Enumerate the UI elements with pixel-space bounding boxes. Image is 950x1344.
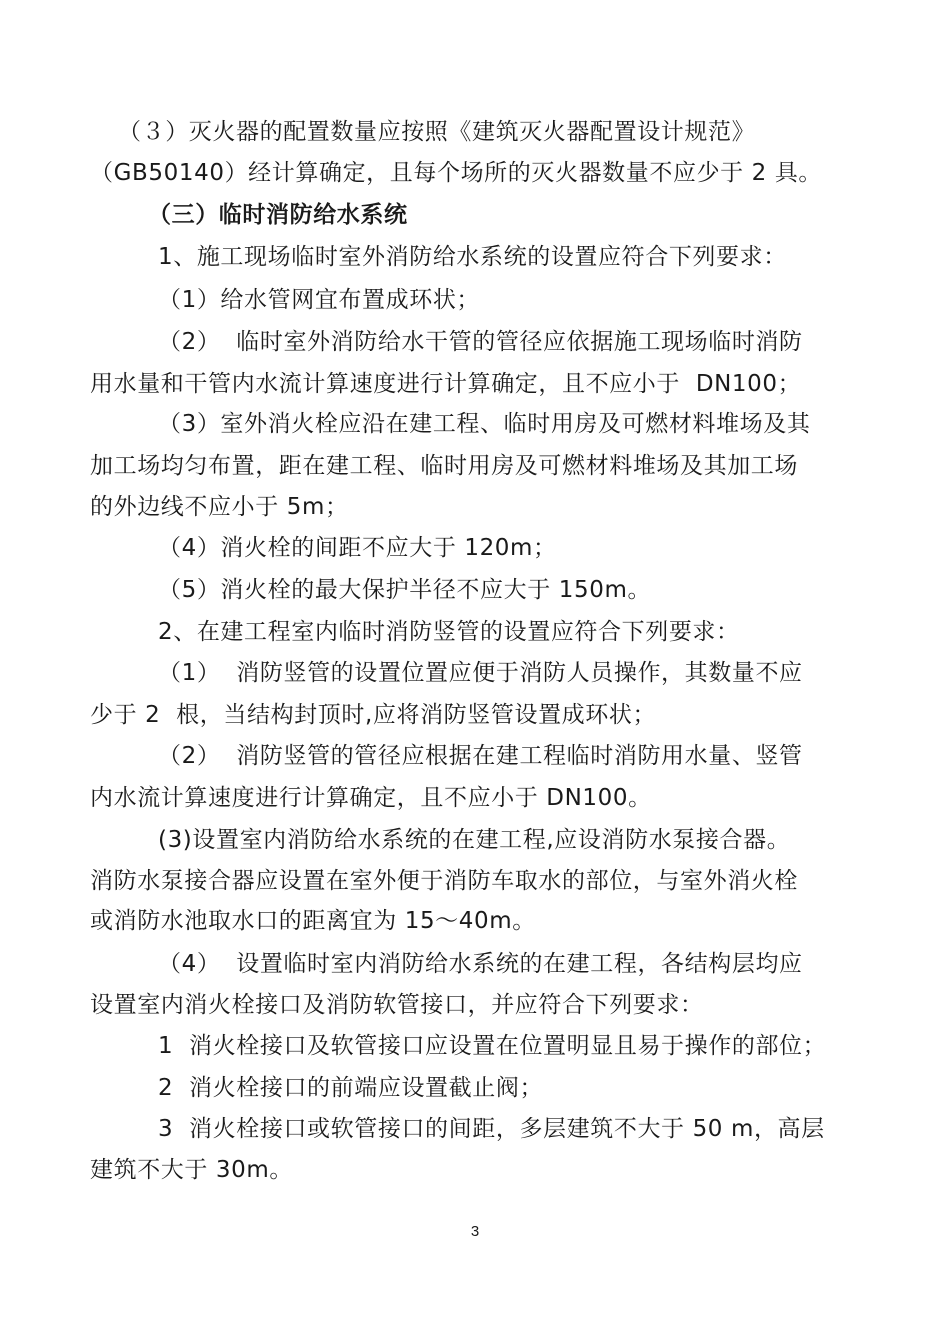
item-2-4-indoor-hydrant-line-2: 设置室内消火栓接口及消防软管接口，并应符合下列要求： xyxy=(90,992,704,1018)
paragraph-extinguisher-quantity-line-2: （GB50140）经计算确定，且每个场所的灭火器数量不应少于 2 具。 xyxy=(90,160,823,186)
page-number: 3 xyxy=(470,1223,480,1240)
item-2-1-standpipe-position-line-2: 少于 2 根，当结构封顶时,应将消防竖管设置成环状； xyxy=(90,702,657,728)
section-heading-temporary-fire-water-supply: （三）临时消防给水系统 xyxy=(148,202,408,228)
item-2-3-pump-connector-line-1: (3)设置室内消防给水系统的在建工程,应设消防水泵接合器。 xyxy=(158,827,791,853)
sub-item-3-interface-spacing-line-2: 建筑不大于 30m。 xyxy=(90,1157,293,1183)
item-2-2-standpipe-diameter-line-1: （2） 消防竖管的管径应根据在建工程临时消防用水量、竖管 xyxy=(158,743,803,769)
item-1-2-main-pipe-line-1: （2） 临时室外消防给水干管的管径应依据施工现场临时消防 xyxy=(158,329,803,355)
sub-item-2-stop-valve: 2 消火栓接口的前端应设置截止阀； xyxy=(158,1075,544,1101)
item-1-2-main-pipe-line-2: 用水量和干管内水流计算速度进行计算确定，且不应小于 DN100； xyxy=(90,371,802,397)
item-2-4-indoor-hydrant-line-1: （4） 设置临时室内消防给水系统的在建工程，各结构层均应 xyxy=(158,951,803,977)
item-2-indoor-standpipe-heading: 2、在建工程室内临时消防竖管的设置应符合下列要求： xyxy=(158,619,740,645)
item-1-3-hydrant-layout-line-2: 加工场均匀布置，距在建工程、临时用房及可燃材料堆场及其加工场 xyxy=(90,453,798,479)
item-1-1-ring-network: （1）给水管网宜布置成环状； xyxy=(158,287,481,313)
item-2-3-pump-connector-line-2: 消防水泵接合器应设置在室外便于消防车取水的部位，与室外消火栓 xyxy=(90,868,798,894)
item-1-outdoor-water-supply-heading: 1、施工现场临时室外消防给水系统的设置应符合下列要求： xyxy=(158,244,787,270)
item-1-4-hydrant-spacing: （4）消火栓的间距不应大于 120m； xyxy=(158,535,557,561)
item-1-3-hydrant-layout-line-3: 的外边线不应小于 5m； xyxy=(90,494,349,520)
item-1-5-protection-radius: （5）消火栓的最大保护半径不应大于 150m。 xyxy=(158,577,652,603)
sub-item-3-interface-spacing-line-1: 3 消火栓接口或软管接口的间距，多层建筑不大于 50 m，高层 xyxy=(158,1116,825,1142)
item-2-1-standpipe-position-line-1: （1） 消防竖管的设置位置应便于消防人员操作，其数量不应 xyxy=(158,660,803,686)
sub-item-1-interface-position: 1 消火栓接口及软管接口应设置在位置明显且易于操作的部位； xyxy=(158,1033,827,1059)
item-2-3-pump-connector-line-3: 或消防水池取水口的距离宜为 15～40m。 xyxy=(90,908,536,934)
item-2-2-standpipe-diameter-line-2: 内水流计算速度进行计算确定，且不应小于 DN100。 xyxy=(90,785,652,811)
paragraph-extinguisher-quantity-line-1: （３）灭火器的配置数量应按照《建筑灭火器配置设计规范》 xyxy=(118,119,756,145)
item-1-3-hydrant-layout-line-1: （3）室外消火栓应沿在建工程、临时用房及可燃材料堆场及其 xyxy=(158,411,811,437)
